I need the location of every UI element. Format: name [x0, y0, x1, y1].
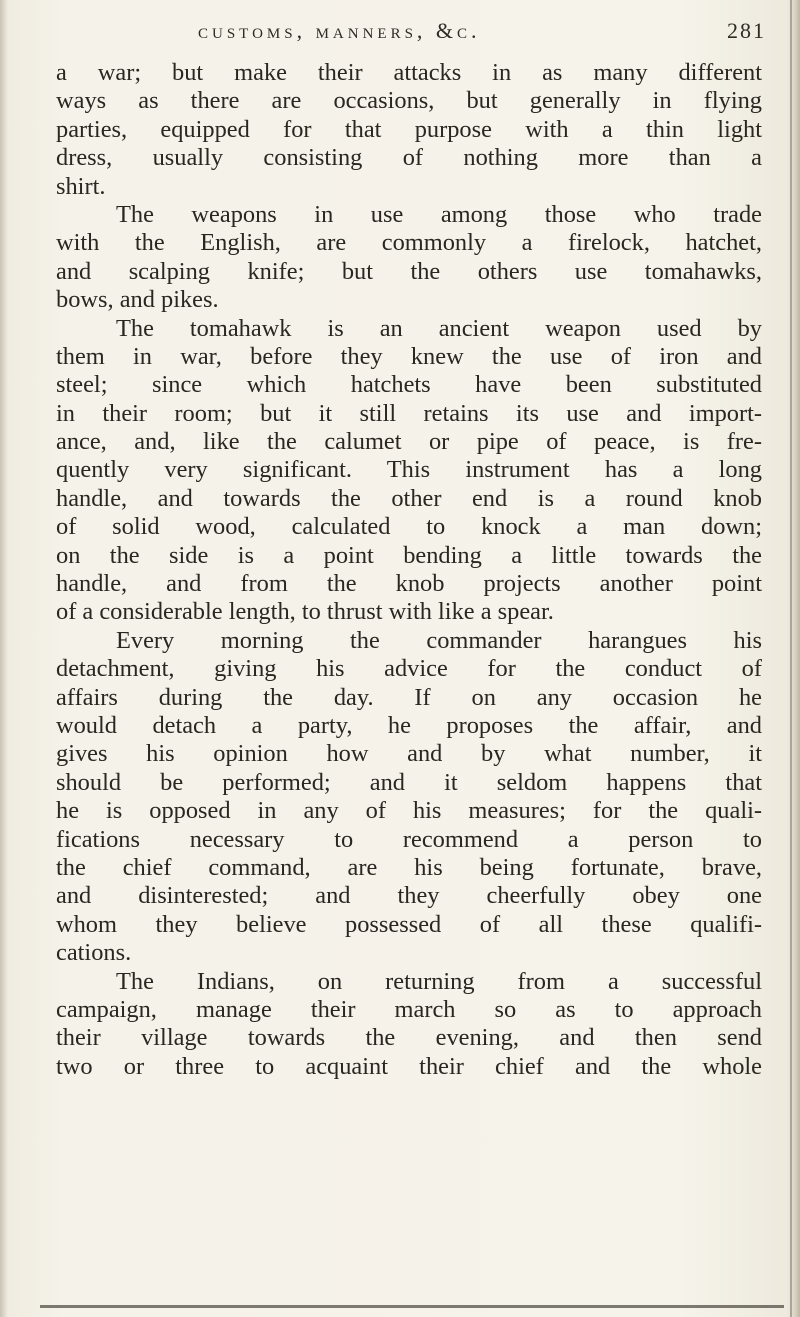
text-line: their village towards the evening, and then send [56, 1024, 762, 1052]
text-line: affairs during the day. If on any occasion he [56, 683, 762, 711]
page-number: 281 [727, 18, 766, 43]
text-line: he is opposed in any of his measures; for the quali- [56, 797, 762, 825]
page-edge-line [790, 0, 792, 1317]
text-line: steel; since which hatchets have been substituted [56, 371, 762, 399]
text-line: in their room; but it still retains its use and import- [56, 399, 762, 427]
text-line: handle, and towards the other end is a round knob [56, 484, 762, 512]
text-line: ways as there are occasions, but generally in flying [56, 87, 762, 115]
text-line: detachment, giving his advice for the conduct of [56, 655, 762, 683]
text-line: The weapons in use among those who trade [116, 200, 762, 228]
text-line: would detach a party, he proposes the affair, and [56, 711, 762, 739]
text-line: ance, and, like the calumet or pipe of peace, is fre- [56, 428, 762, 456]
text-line: campaign, manage their march so as to approach [56, 995, 762, 1023]
running-head: customs, manners, &c. [198, 18, 481, 43]
text-line: quently very significant. This instrument has a long [56, 456, 762, 484]
text-line: the chief command, are his being fortunate, brave, [56, 853, 762, 881]
text-line: should be performed; and it seldom happens that [56, 768, 762, 796]
text-line: and scalping knife; but the others use tomahawks, [56, 257, 762, 285]
text-line: them in war, before they knew the use of iron and [56, 342, 762, 370]
body-text [56, 59, 762, 1081]
text-line: gives his opinion how and by what number, it [56, 740, 762, 768]
text-line: on the side is a point bending a little towards the [56, 541, 762, 569]
page-header [58, 16, 776, 50]
text-line: parties, equipped for that purpose with a thin light [56, 115, 762, 143]
text-line: The tomahawk is an ancient weapon used by [116, 314, 762, 342]
text-line: cations. [56, 939, 132, 967]
text-line: The Indians, on returning from a successful [116, 967, 762, 995]
text-line: with the English, are commonly a firelock, hatchet, [56, 229, 762, 257]
text-line: dress, usually consisting of nothing more than a [56, 144, 762, 172]
text-line: bows, and pikes. [56, 286, 219, 314]
text-line: Every morning the commander harangues his [116, 626, 762, 654]
text-line: fications necessary to recommend a person to [56, 825, 762, 853]
text-line: of solid wood, calculated to knock a man down; [56, 513, 762, 541]
text-line: shirt. [56, 172, 106, 200]
text-line: a war; but make their attacks in as many different [56, 59, 762, 86]
text-line: of a considerable length, to thrust with like a spear. [56, 598, 554, 626]
page-bottom-edge [40, 1305, 784, 1308]
text-line: two or three to acquaint their chief and the whole [56, 1052, 762, 1080]
page-left-shadow [0, 0, 8, 1317]
text-line: whom they believe possessed of all these qualifi- [56, 910, 762, 938]
text-line: handle, and from the knob projects another point [56, 570, 762, 598]
text-line: and disinterested; and they cheerfully obey one [56, 882, 762, 910]
